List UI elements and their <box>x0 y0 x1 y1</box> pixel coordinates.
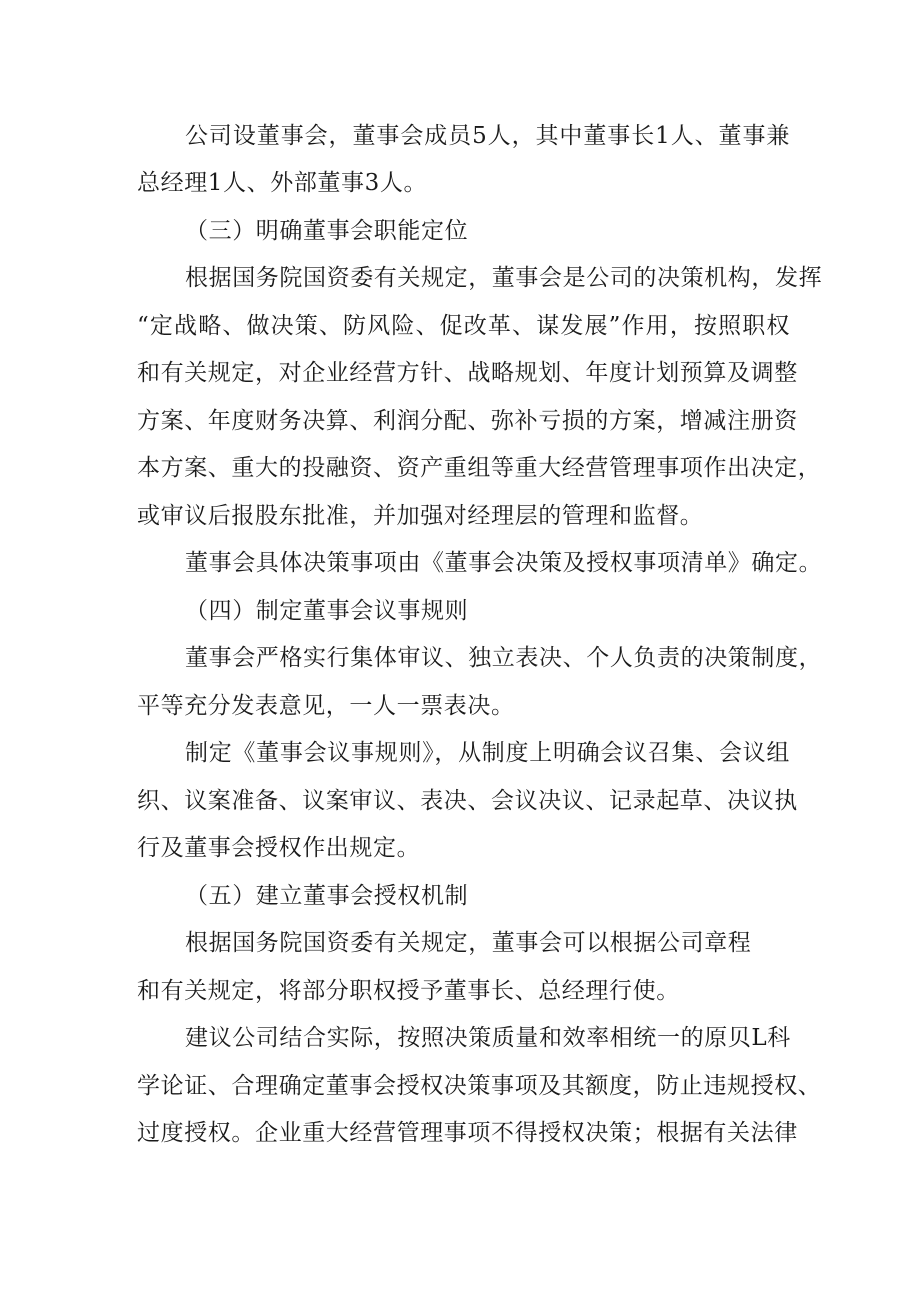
paragraph-line: 和有关规定，将部分职权授予董事长、总经理行使。 <box>137 978 680 1004</box>
paragraph-line: 方案、年度财务决算、利润分配、弥补亏损的方案，增减注册资 <box>137 408 798 434</box>
paragraph-line: 董事会严格实行集体审议、独立表决、个人负责的决策制度， <box>185 645 823 671</box>
paragraph-line: 建议公司结合实际，按照决策质量和效率相统一的原贝L科 <box>185 1025 791 1051</box>
paragraph-line: 平等充分发表意见，一人一票表决。 <box>137 693 515 719</box>
paragraph-line: 织、议案准备、议案审议、表决、会议决议、记录起草、决议执 <box>137 788 798 814</box>
paragraph-line: 根据国务院国资委有关规定，董事会是公司的决策机构，发挥 <box>185 265 823 291</box>
paragraph-line: 本方案、重大的投融资、资产重组等重大经营管理事项作出决定， <box>137 455 822 481</box>
paragraph-line: 董事会具体决策事项由《董事会决策及授权事项清单》确定。 <box>185 550 823 576</box>
paragraph-line: 制定《董事会议事规则》，从制度上明确会议召集、会议组 <box>185 740 790 766</box>
paragraph-line: 过度授权。企业重大经营管理事项不得授权决策；根据有关法律 <box>137 1120 798 1146</box>
paragraph-line: 或审议后报股东批准，并加强对经理层的管理和监督。 <box>137 503 704 529</box>
paragraph-line: 学论证、合理确定董事会授权决策事项及其额度，防止违规授权、 <box>137 1073 822 1099</box>
paragraph-line: 行及董事会授权作出规定。 <box>137 835 421 861</box>
section-heading: （四）制定董事会议事规则 <box>185 598 469 624</box>
section-heading: （三）明确董事会职能定位 <box>185 218 469 244</box>
paragraph-line: 总经理1人、外部董事3人。 <box>137 170 428 196</box>
paragraph-line: “定战略、做决策、防风险、促改革、谋发展”作用，按照职权 <box>137 313 790 339</box>
section-heading: （五）建立董事会授权机制 <box>185 883 469 909</box>
paragraph-line: 公司设董事会，董事会成员5人，其中董事长1人、董事兼 <box>185 123 790 149</box>
paragraph-line: 根据国务院国资委有关规定，董事会可以根据公司章程 <box>185 930 752 956</box>
paragraph-line: 和有关规定，对企业经营方针、战略规划、年度计划预算及调整 <box>137 360 798 386</box>
